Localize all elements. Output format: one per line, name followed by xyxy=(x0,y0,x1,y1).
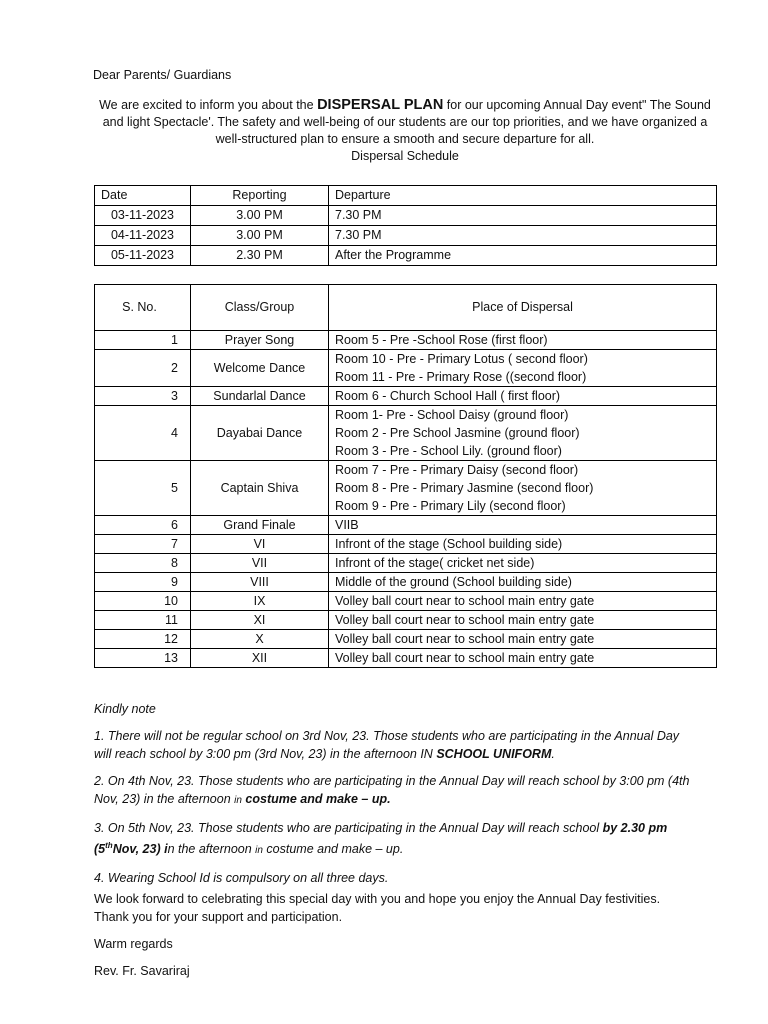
row-group: Dayabai Dance xyxy=(191,406,329,461)
dispersal-row xyxy=(95,573,717,592)
row-group: IX xyxy=(191,592,329,611)
signature: Rev. Fr. Savariraj xyxy=(94,964,190,978)
dispersal-plan-highlight: DISPERSAL PLAN xyxy=(317,97,444,113)
place-line: Infront of the stage( cricket net side) xyxy=(335,556,535,570)
dispersal-row xyxy=(95,516,717,535)
schedule-departure: After the Programme xyxy=(329,246,717,266)
note-1 xyxy=(94,727,694,763)
header-sno: S. No. xyxy=(95,285,191,331)
note-3-end: costume and make – up. xyxy=(262,842,404,857)
note-3 xyxy=(94,819,694,860)
place-line: Room 2 - Pre School Jasmine (ground floor) xyxy=(335,426,580,440)
note-3-bold: by 2.30 pm (5 xyxy=(94,821,668,857)
notes-section xyxy=(94,700,694,896)
row-place xyxy=(329,331,717,350)
schedule-reporting: 3.00 PM xyxy=(191,226,329,246)
dispersal-row xyxy=(95,387,717,406)
regards: Warm regards xyxy=(94,937,173,951)
row-group: Welcome Dance xyxy=(191,350,329,387)
dispersal-row xyxy=(95,630,717,649)
row-sno: 3 xyxy=(95,387,191,406)
closing-text: We look forward to celebrating this special day with you and hope you enjoy the Annual Day festivities. Thank you for your support and participation. xyxy=(94,892,661,924)
place-line: Room 9 - Pre - Primary Lily (second floor) xyxy=(335,499,566,513)
row-place xyxy=(329,535,717,554)
place-line: Infront of the stage (School building side) xyxy=(335,537,563,551)
row-sno: 2 xyxy=(95,350,191,387)
place-line: Room 6 - Church School Hall ( first floor) xyxy=(335,389,561,403)
row-place xyxy=(329,611,717,630)
row-group: Captain Shiva xyxy=(191,461,329,516)
place-line: Volley ball court near to school main entry gate xyxy=(335,613,595,627)
row-place xyxy=(329,350,717,387)
row-place xyxy=(329,516,717,535)
place-line: Room 8 - Pre - Primary Jasmine (second floor) xyxy=(335,481,594,495)
row-sno: 13 xyxy=(95,649,191,668)
note-1-text: 1. There will not be regular school on 3rd Nov, 23. Those students who are participating in the Annual Day will reach school by 3:00 pm (3rd Nov, 23) in the afternoon IN xyxy=(94,729,680,761)
note-3-sup: th xyxy=(105,841,113,850)
schedule-departure: 7.30 PM xyxy=(329,206,717,226)
closing-section xyxy=(94,890,694,989)
row-group: VII xyxy=(191,554,329,573)
dispersal-row xyxy=(95,350,717,387)
schedule-row xyxy=(95,246,717,266)
row-sno: 12 xyxy=(95,630,191,649)
place-line: Room 7 - Pre - Primary Daisy (second floor) xyxy=(335,463,579,477)
note-1-end: . xyxy=(551,747,555,761)
row-place xyxy=(329,387,717,406)
note-2-bold: costume and make – up. xyxy=(241,792,391,806)
row-sno: 9 xyxy=(95,573,191,592)
dispersal-row xyxy=(95,592,717,611)
row-sno: 11 xyxy=(95,611,191,630)
dispersal-row xyxy=(95,535,717,554)
place-line: Room 5 - Pre -School Rose (first floor) xyxy=(335,333,548,347)
row-sno: 7 xyxy=(95,535,191,554)
header-class-group: Class/Group xyxy=(191,285,329,331)
row-place xyxy=(329,461,717,516)
intro-text-2: for our upcoming Annual Day event" The Sound and light Spectacle'. The safety and well-being of our students are our top priorities, and we have organized a well-structured plan to ensure a smooth and secure departure for all. xyxy=(102,98,711,146)
row-place xyxy=(329,592,717,611)
row-group: XI xyxy=(191,611,329,630)
schedule-table xyxy=(94,185,717,266)
row-sno: 4 xyxy=(95,406,191,461)
schedule-header-reporting: Reporting xyxy=(191,186,329,206)
row-place xyxy=(329,573,717,592)
dispersal-row xyxy=(95,554,717,573)
row-group: X xyxy=(191,630,329,649)
dispersal-row xyxy=(95,461,717,516)
dispersal-row xyxy=(95,331,717,350)
note-3-text-2: n the afternoon xyxy=(167,842,256,857)
note-1-bold: SCHOOL UNIFORM xyxy=(436,747,552,761)
note-2-text: 2. On 4th Nov, 23. Those students who are participating in the Annual Day will reach school by 3:00 pm (4th Nov, 23) in the afternoon xyxy=(94,774,690,806)
place-line: Room 11 - Pre - Primary Rose ((second floor) xyxy=(335,370,587,384)
schedule-header-departure: Departure xyxy=(329,186,717,206)
schedule-reporting: 2.30 PM xyxy=(191,246,329,266)
salutation: Dear Parents/ Guardians xyxy=(93,68,232,82)
schedule-departure: 7.30 PM xyxy=(329,226,717,246)
schedule-row xyxy=(95,226,717,246)
dispersal-row xyxy=(95,649,717,668)
row-place xyxy=(329,630,717,649)
note-3-small: in xyxy=(255,845,263,857)
row-place xyxy=(329,649,717,668)
row-sno: 5 xyxy=(95,461,191,516)
row-sno: 8 xyxy=(95,554,191,573)
place-line: Volley ball court near to school main entry gate xyxy=(335,632,595,646)
dispersal-header-row xyxy=(95,285,717,331)
place-line: Middle of the ground (School building side) xyxy=(335,575,572,589)
schedule-title: Dispersal Schedule xyxy=(351,149,459,163)
place-line: Room 10 - Pre - Primary Lotus ( second floor) xyxy=(335,352,588,366)
notes-title: Kindly note xyxy=(94,702,156,716)
place-line: Room 1- Pre - School Daisy (ground floor) xyxy=(335,408,569,422)
place-line: Room 3 - Pre - School Lily. (ground floor) xyxy=(335,444,562,458)
row-sno: 6 xyxy=(95,516,191,535)
row-group: Grand Finale xyxy=(191,516,329,535)
schedule-header-date: Date xyxy=(95,186,191,206)
dispersal-row xyxy=(95,611,717,630)
note-2-small: in xyxy=(234,795,242,806)
dispersal-table xyxy=(94,284,717,668)
schedule-date: 05-11-2023 xyxy=(95,246,191,266)
note-3-text: 3. On 5th Nov, 23. Those students who are participating in the Annual Day will reach school xyxy=(94,821,603,835)
row-group: Prayer Song xyxy=(191,331,329,350)
row-sno: 1 xyxy=(95,331,191,350)
row-group: Sundarlal Dance xyxy=(191,387,329,406)
row-group: VIII xyxy=(191,573,329,592)
row-group: XII xyxy=(191,649,329,668)
intro-text-1: We are excited to inform you about the xyxy=(99,98,318,112)
note-3-bold-2: Nov, 23) i xyxy=(112,842,168,857)
schedule-header-row xyxy=(95,186,717,206)
schedule-row xyxy=(95,206,717,226)
row-sno: 10 xyxy=(95,592,191,611)
row-place xyxy=(329,554,717,573)
place-line: VIIB xyxy=(335,518,359,532)
schedule-date: 04-11-2023 xyxy=(95,226,191,246)
row-group: VI xyxy=(191,535,329,554)
header-place: Place of Dispersal xyxy=(329,285,717,331)
dispersal-row xyxy=(95,406,717,461)
place-line: Volley ball court near to school main entry gate xyxy=(335,651,595,665)
note-2 xyxy=(94,772,694,810)
row-place xyxy=(329,406,717,461)
schedule-date: 03-11-2023 xyxy=(95,206,191,226)
schedule-reporting: 3.00 PM xyxy=(191,206,329,226)
note-4: 4. Wearing School Id is compulsory on all three days. xyxy=(94,871,389,886)
intro-paragraph xyxy=(94,97,716,165)
place-line: Volley ball court near to school main entry gate xyxy=(335,594,595,608)
